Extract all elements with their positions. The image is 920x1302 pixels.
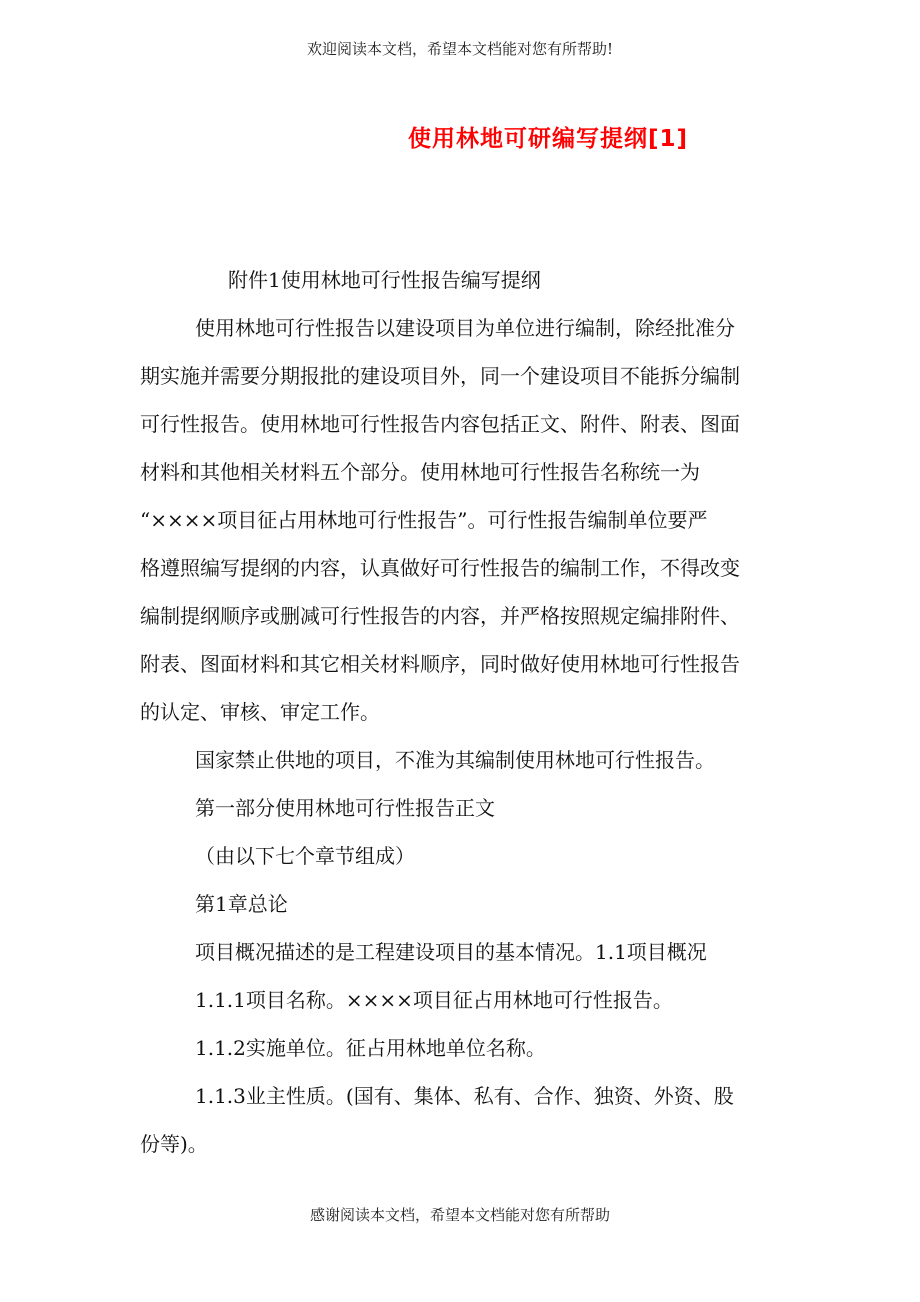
text-line: 的认定、审核、审定工作。 [140,700,380,724]
text-line: 编制提纲顺序或删减可行性报告的内容，并严格按照规定编排附件、 [140,604,740,628]
text-line: 附表、图面材料和其它相关材料顺序，同时做好使用林地可行性报告 [140,652,740,676]
text-line: 第1章总论 [195,892,288,916]
text-line: 期实施并需要分期报批的建设项目外，同一个建设项目不能拆分编制 [140,364,740,388]
text-line: 可行性报告。使用林地可行性报告内容包括正文、附件、附表、图面 [140,412,740,436]
text-line: 格遵照编写提纲的内容，认真做好可行性报告的编制工作，不得改变 [140,556,740,580]
text-line: 1.1.3业主性质。(国有、集体、私有、合作、独资、外资、股 [195,1084,734,1108]
text-line: （由以下七个章节组成） [195,844,415,868]
text-line: 附件1使用林地可行性报告编写提纲 [228,268,541,292]
text-line: 国家禁止供地的项目，不准为其编制使用林地可行性报告。 [195,748,715,772]
text-line: 1.1.2实施单位。征占用林地单位名称。 [195,1036,546,1060]
text-line: 第一部分使用林地可行性报告正文 [195,796,495,820]
document-body [140,264,790,1176]
text-line: 份等)。 [140,1132,208,1156]
page-footer: 感谢阅读本文档，希望本文档能对您有所帮助 [309,1206,610,1224]
page-header: 欢迎阅读本文档，希望本文档能对您有所帮助! [306,40,614,58]
text-line: 1.1.1项目名称。××××项目征占用林地可行性报告。 [195,988,673,1012]
text-line: “××××项目征占用林地可行性报告”。可行性报告编制单位要严 [140,508,708,532]
text-line: 材料和其他相关材料五个部分。使用林地可行性报告名称统一为 [140,460,700,484]
text-line: 项目概况描述的是工程建设项目的基本情况。1.1项目概况 [195,940,707,964]
document-title: 使用林地可研编写提纲[1] [408,126,689,152]
text-line: 使用林地可行性报告以建设项目为单位进行编制，除经批准分 [195,316,735,340]
